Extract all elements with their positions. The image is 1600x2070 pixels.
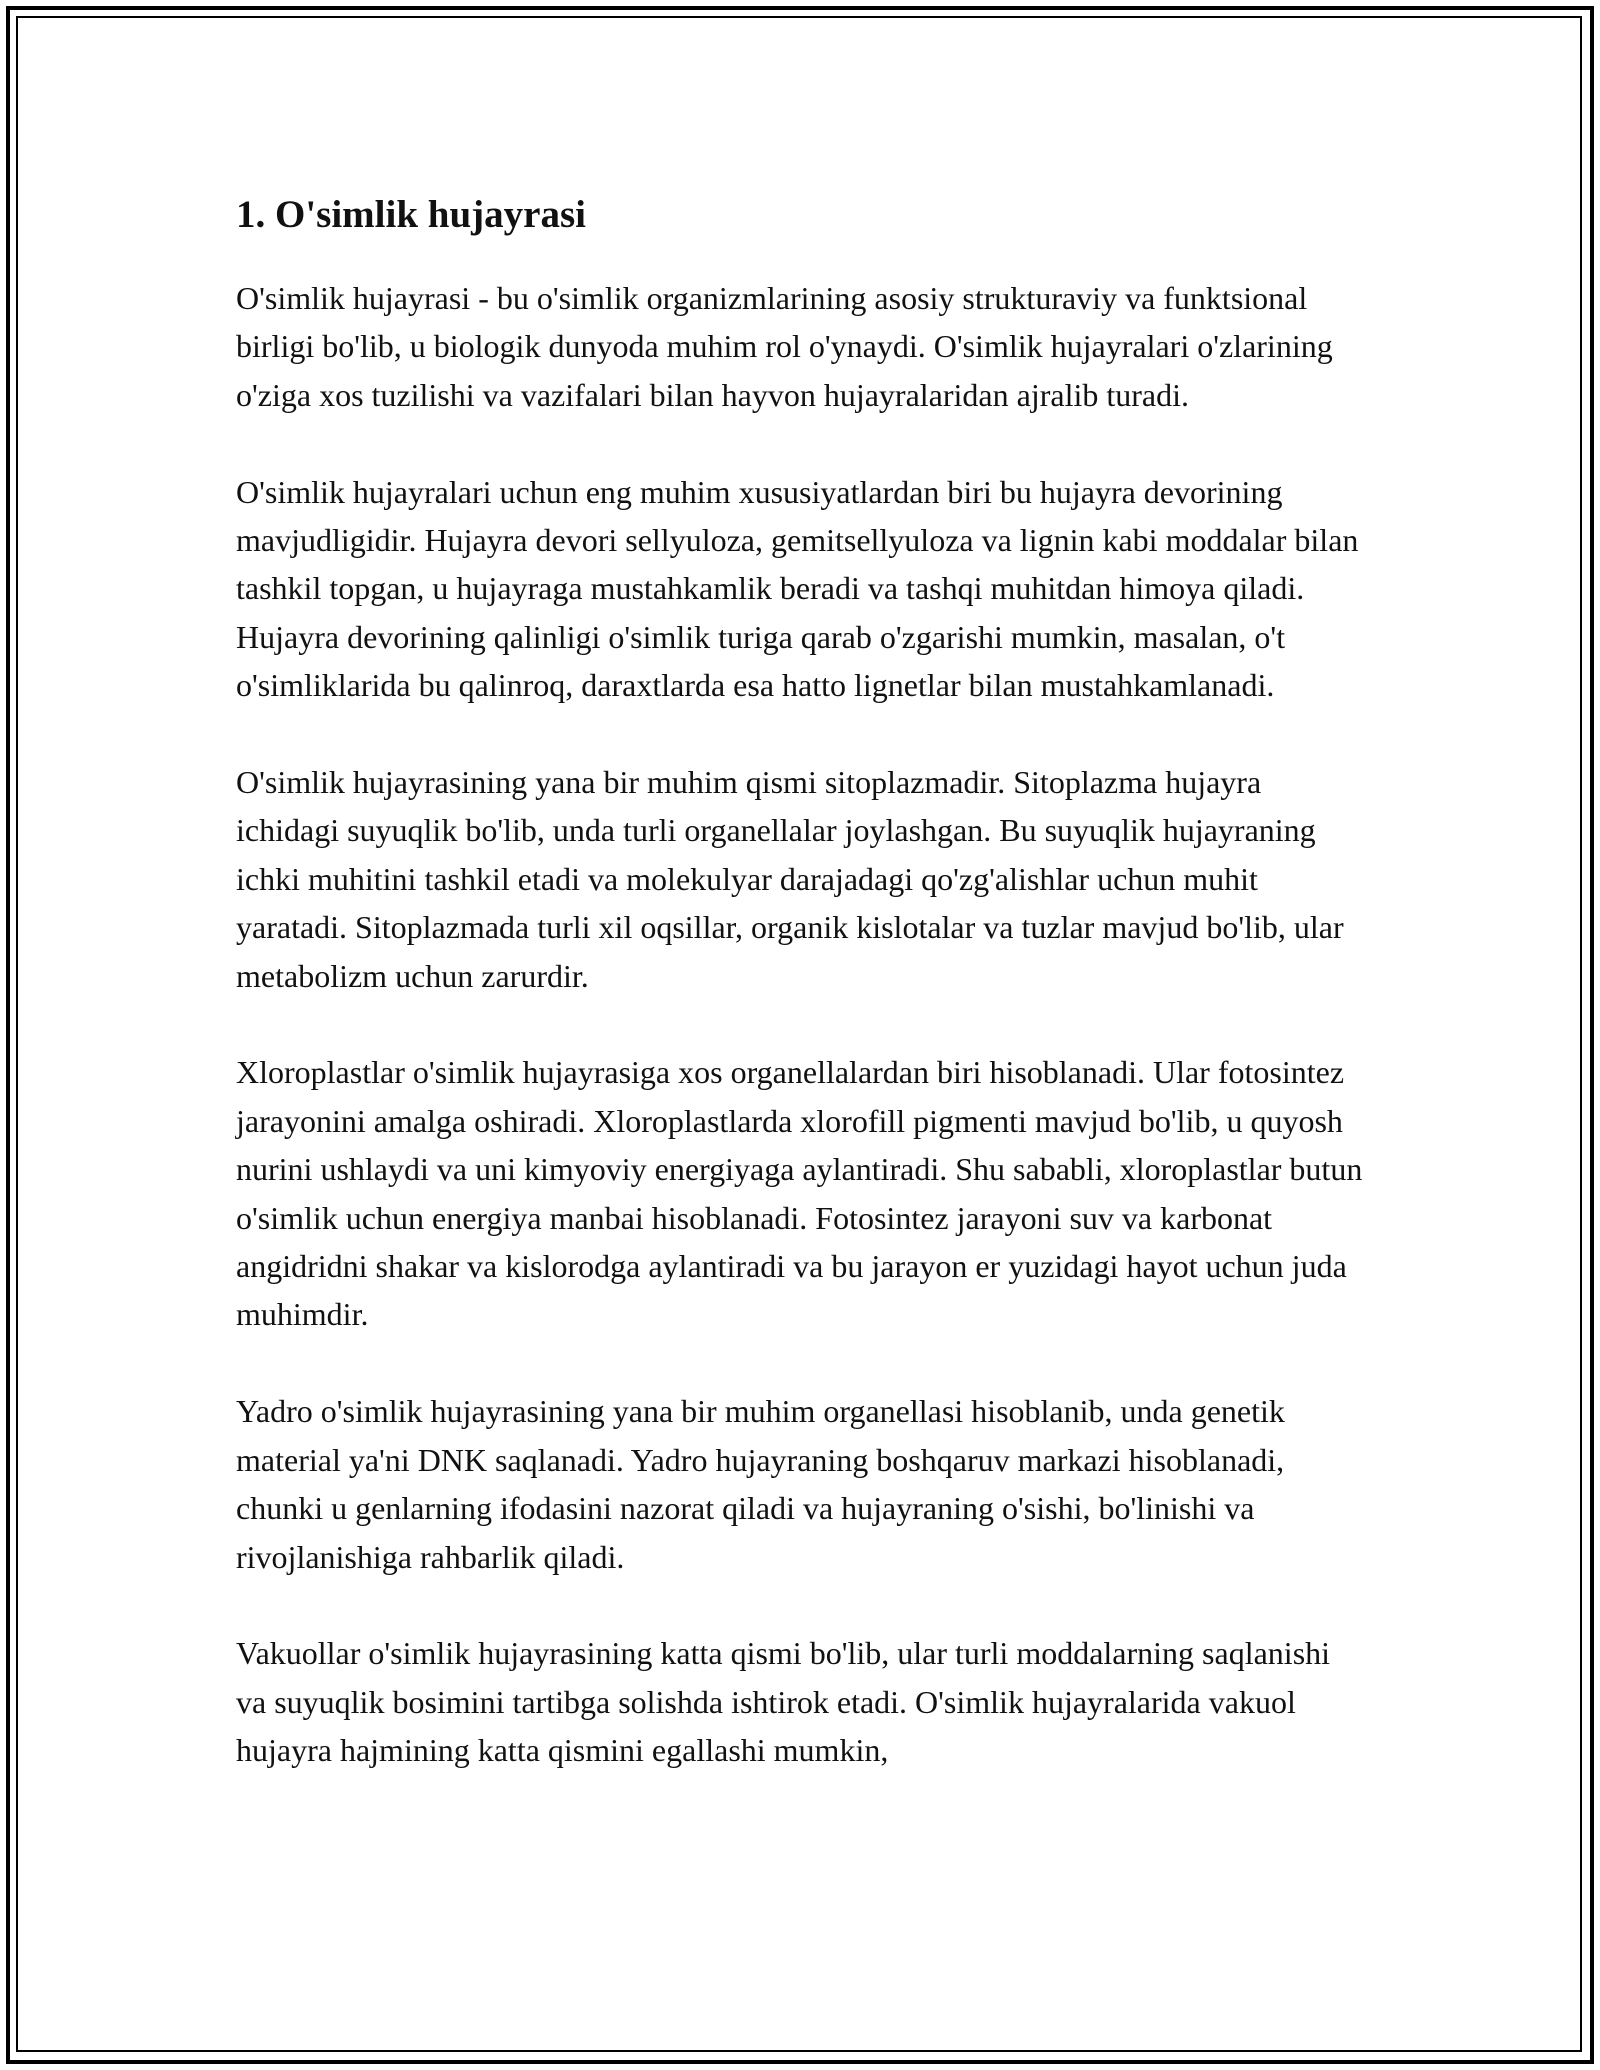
paragraph-vacuoles: Vakuollar o'simlik hujayrasining katta qismi bo'lib, ular turli moddalarning saqlanishi va suyuqlik bosimini tartibga solishda ishtirok etadi. O'simlik hujayralarida vakuol hujayra hajmining katta qismini egallashi mumkin, <box>236 1635 1331 1769</box>
document-body <box>236 186 1366 1823</box>
section-heading: 1. O'simlik hujayrasi <box>236 193 586 236</box>
paragraph-chloroplasts: Xloroplastlar o'simlik hujayrasiga xos organellalardan biri hisoblanadi. Ular fotosintez jarayonini amalga oshiradi. Xloroplastlarda xlorofill pigmenti mavjud bo'lib, u quyosh nurini ushlaydi va uni kimyoviy energiyaga aylantiradi. Shu sababli, xloroplastlar butun o'simlik uchun energiya manbai hisoblanadi. Fotosintez jarayoni suv va karbonat angidridni shakar va kislorodga aylantiradi va bu jarayon er yuzidagi hayot uchun juda muhimdir. <box>236 1054 1363 1333</box>
paragraph-cell-wall: O'simlik hujayralari uchun eng muhim xususiyatlardan biri bu hujayra devorining mavjudligidir. Hujayra devori sellyuloza, gemitsellyuloza va lignin kabi moddalar bilan tashkil topgan, u hujayraga mustahkamlik beradi va tashqi muhitdan himoya qiladi. Hujayra devorining qalinligi o'simlik turiga qarab o'zgarishi mumkin, masalan, o't o'simliklarida bu qalinroq, daraxtlarda esa hatto lignetlar bilan mustahkamlanadi. <box>236 473 1359 704</box>
paragraph-intro: O'simlik hujayrasi - bu o'simlik organizmlarining asosiy strukturaviy va funktsional birligi bo'lib, u biologik dunyoda muhim rol o'ynaydi. O'simlik hujayralari o'zlarining o'ziga xos tuzilishi va vazifalari bilan hayvon hujayralaridan ajralib turadi. <box>236 280 1333 413</box>
paragraph-cytoplasm: O'simlik hujayrasining yana bir muhim qismi sitoplazmadir. Sitoplazma hujayra ichidagi suyuqlik bo'lib, unda turli organellalar joylashgan. Bu suyuqlik hujayraning ichki muhitini tashkil etadi va molekulyar darajadagi qo'zg'alishlar uchun muhit yaratadi. Sitoplazmada turli xil oqsillar, organik kislotalar va tuzlar mavjud bo'lib, ular metabolizm uchun zarurdir. <box>236 764 1344 994</box>
paragraph-nucleus: Yadro o'simlik hujayrasining yana bir muhim organellasi hisoblanib, unda genetik material ya'ni DNK saqlanadi. Yadro hujayraning boshqaruv markazi hisoblanadi, chunki u genlarning ifodasini nazorat qiladi va hujayraning o'sishi, bo'linishi va rivojlanishiga rahbarlik qiladi. <box>236 1393 1285 1575</box>
